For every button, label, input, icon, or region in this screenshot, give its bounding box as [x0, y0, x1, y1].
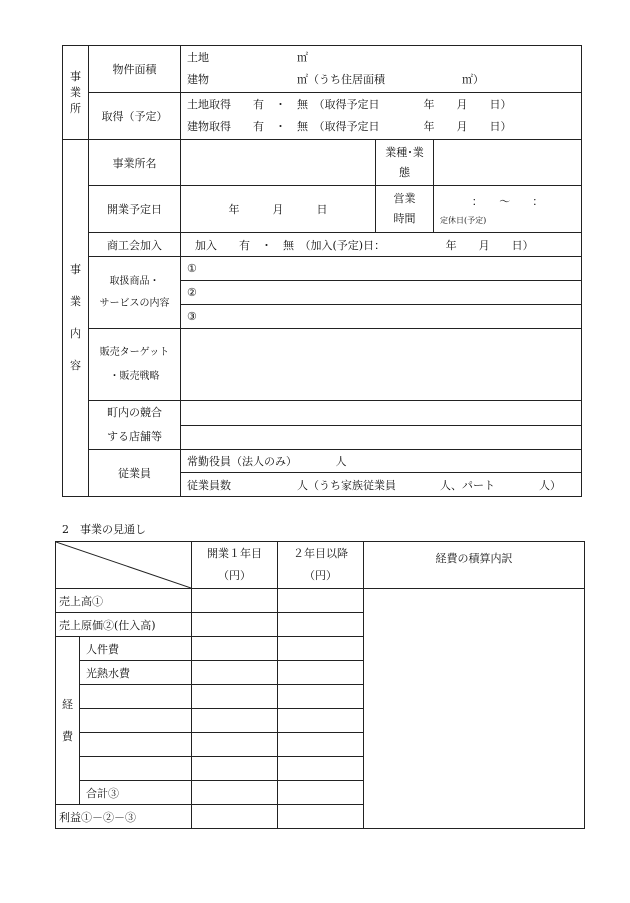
- building-acquisition-line: 建物取得 有 ・ 無 （取得予定日 年 月 日）: [187, 120, 512, 133]
- product-item-2[interactable]: ②: [181, 281, 582, 305]
- open-date-field[interactable]: 年 月 日: [181, 186, 376, 233]
- products-label: 取扱商品・ サービスの内容: [89, 257, 181, 329]
- cost-year1[interactable]: [192, 613, 278, 637]
- competitor-field-2[interactable]: [181, 425, 582, 450]
- expense-total-label: 合計③: [80, 781, 192, 805]
- target-field[interactable]: [181, 329, 582, 401]
- business-side-label: 事 業 内 容: [63, 140, 89, 497]
- business-plan-table: [62, 45, 582, 497]
- building-area-line: 建物 ㎡（うち住居面積 ㎡）: [187, 73, 484, 86]
- hours-value: ： ～ ：: [471, 194, 544, 208]
- expense-item: 光熱水費: [80, 661, 192, 685]
- product-item-1[interactable]: ①: [181, 257, 582, 281]
- diagonal-line: [56, 542, 191, 588]
- industry-field[interactable]: [434, 140, 582, 186]
- expense-item: 人件費: [80, 637, 192, 661]
- staff-line-1[interactable]: 常勤役員（法人のみ） 人: [181, 450, 582, 473]
- section2-heading: 2 事業の見通し: [62, 523, 146, 536]
- office-name-field[interactable]: [181, 140, 376, 186]
- area-cell[interactable]: [181, 46, 582, 93]
- expense-year1[interactable]: [192, 637, 278, 661]
- expense-item[interactable]: [80, 709, 192, 733]
- profit-label: 利益①－②－③: [56, 805, 192, 829]
- expense-year2[interactable]: [278, 757, 364, 781]
- competitor-label: 町内の競合 する店舗等: [89, 401, 181, 450]
- breakdown-field[interactable]: [364, 589, 585, 829]
- sales-label: 売上高①: [56, 589, 192, 613]
- sales-year1[interactable]: [192, 589, 278, 613]
- land-area-line: 土地 ㎡: [187, 51, 308, 64]
- cost-year2[interactable]: [278, 613, 364, 637]
- expense-year1[interactable]: [192, 661, 278, 685]
- competitor-field-1[interactable]: [181, 401, 582, 426]
- office-side-label: 事 業 所: [63, 46, 89, 140]
- target-label: 販売ターゲット ・販売戦略: [89, 329, 181, 401]
- land-acquisition-line: 土地取得 有 ・ 無 （取得予定日 年 月 日）: [187, 98, 512, 111]
- chamber-label: 商工会加入: [89, 233, 181, 257]
- open-date-label: 開業予定日: [89, 186, 181, 233]
- cost-label: 売上原価②(仕入高): [56, 613, 192, 637]
- expense-year1[interactable]: [192, 733, 278, 757]
- expense-side-label: 経 費: [56, 637, 80, 805]
- chamber-field[interactable]: 加入 有 ・ 無 （加入(予定)日： 年 月 日）: [181, 233, 582, 257]
- expense-year2[interactable]: [278, 661, 364, 685]
- breakdown-header: 経費の積算内訳: [364, 542, 585, 589]
- expense-item[interactable]: [80, 733, 192, 757]
- expense-year1[interactable]: [192, 757, 278, 781]
- hours-label: 営業 時間: [376, 186, 434, 233]
- office-name-label: 事業所名: [89, 140, 181, 186]
- staff-line-2[interactable]: 従業員数 人（うち家族従業員 人、パート 人）: [181, 473, 582, 497]
- hours-field[interactable]: [434, 186, 582, 233]
- acquisition-cell[interactable]: [181, 93, 582, 140]
- expense-year1[interactable]: [192, 709, 278, 733]
- product-item-3[interactable]: ③: [181, 305, 582, 329]
- expense-year2[interactable]: [278, 709, 364, 733]
- expense-year2[interactable]: [278, 733, 364, 757]
- expense-year1[interactable]: [192, 685, 278, 709]
- expense-item[interactable]: [80, 757, 192, 781]
- expense-total-year2[interactable]: [278, 781, 364, 805]
- sales-year2[interactable]: [278, 589, 364, 613]
- staff-label: 従業員: [89, 450, 181, 497]
- expense-year2[interactable]: [278, 685, 364, 709]
- expense-item[interactable]: [80, 685, 192, 709]
- header-diagonal-cell: [56, 542, 192, 589]
- forecast-table: [55, 541, 585, 829]
- expense-total-year1[interactable]: [192, 781, 278, 805]
- expense-year2[interactable]: [278, 637, 364, 661]
- acquisition-label: 取得（予定）: [89, 93, 181, 140]
- industry-label: 業種･業 態: [376, 140, 434, 186]
- profit-year2[interactable]: [278, 805, 364, 829]
- profit-year1[interactable]: [192, 805, 278, 829]
- year2-header: ２年目以降 （円）: [278, 542, 364, 589]
- holiday-label: 定休日(予定): [440, 215, 487, 225]
- area-label: 物件面積: [89, 46, 181, 93]
- year1-header: 開業１年目 （円）: [192, 542, 278, 589]
